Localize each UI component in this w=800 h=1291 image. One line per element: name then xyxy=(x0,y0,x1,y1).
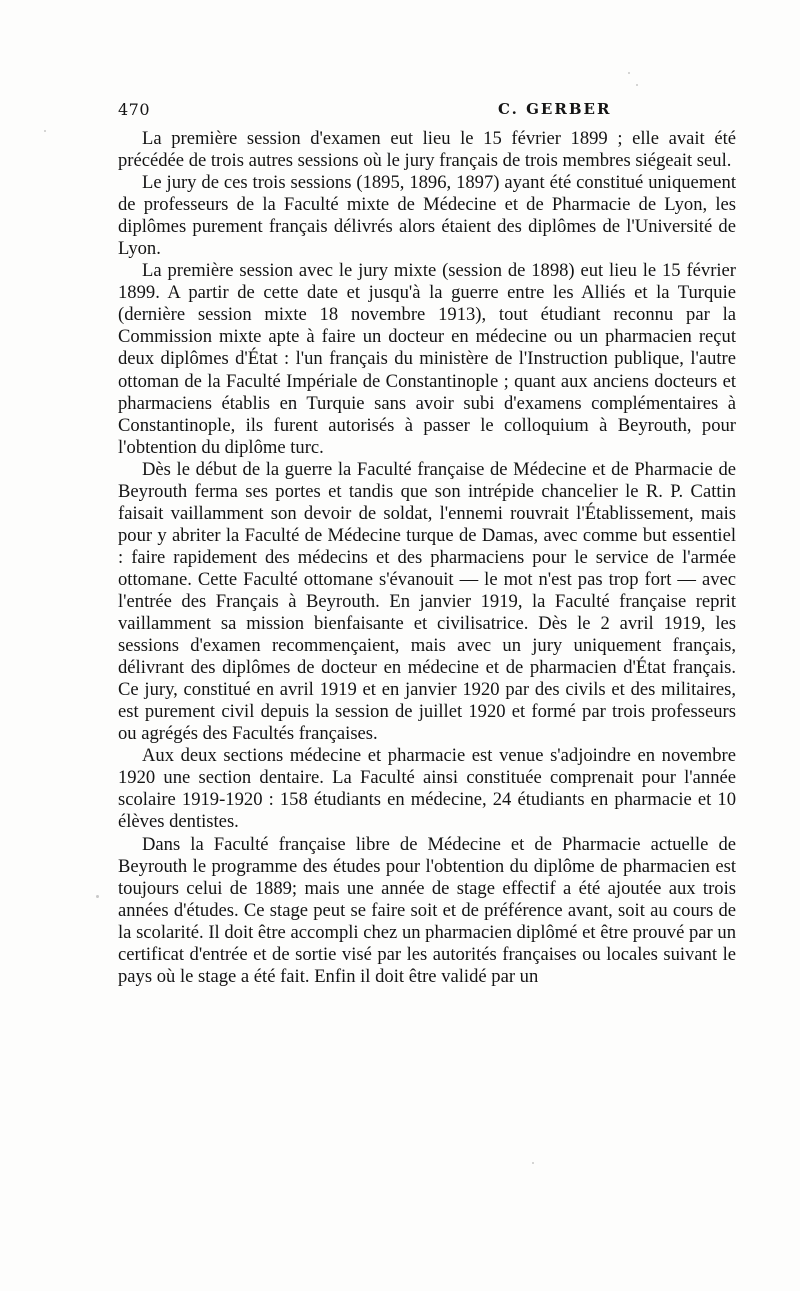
paragraph: Aux deux sections médecine et pharmacie est venue s'adjoindre en novembre 1920 une section dentaire. La Faculté ainsi constituée comprenait pour l'année scolaire 1919-1920 : 158 étudiants en médecine, 24 étudiants en pharmacie et 10 élèves dentistes. xyxy=(118,745,736,833)
scan-speck xyxy=(636,84,638,86)
paragraph: Dès le début de la guerre la Faculté française de Médecine et de Pharmacie de Beyrouth ferma ses portes et tandis que son intrépide chancelier le R. P. Cattin faisait vaillamment son devoir de soldat, l'ennemi rouvrait l'Établissement, mais pour y abriter la Faculté de Médecine turque de Damas, avec comme but essentiel : faire rapidement des médecins et des pharmaciens pour le service de l'armée ottomane. Cette Faculté ottomane s'évanouit — le mot n'est pas trop fort — avec l'entrée des Français à Beyrouth. En janvier 1919, la Faculté française reprit vaillamment sa mission bienfaisante et civilisatrice. Dès le 2 avril 1919, les sessions d'examen recommençaient, mais avec un jury uniquement français, délivrant des diplômes de docteur en médecine et de pharmacien d'État français. Ce jury, constitué en avril 1919 et en janvier 1920 par des civils et des militaires, est purement civil depuis la session de juillet 1920 et formé par trois professeurs ou agrégés des Facultés françaises. xyxy=(118,458,736,745)
scan-speck xyxy=(96,895,99,898)
scan-speck xyxy=(44,130,46,132)
scan-speck xyxy=(532,1162,534,1164)
scan-speck xyxy=(628,72,630,74)
paragraph: Le jury de ces trois sessions (1895, 1896, 1897) ayant été constitué uniquement de professeurs de la Faculté mixte de Médecine et de Pharmacie de Lyon, les diplômes purement français délivrés alors étaient des diplômes de l'Université de Lyon. xyxy=(118,172,736,260)
paragraph: Dans la Faculté française libre de Médecine et de Pharmacie actuelle de Beyrouth le programme des études pour l'obtention du diplôme de pharmacien est toujours celui de 1889; mais une année de stage effectif a été ajoutée aux trois années d'études. Ce stage peut se faire soit et de préférence avant, soit au cours de la scolarité. Il doit être accompli chez un pharmacien diplômé et être prouvé par un certificat d'entrée et de sortie visé par les autorités françaises ou locales suivant le pays où le stage a été fait. Enfin il doit être validé par un xyxy=(118,833,736,987)
running-head: C. GERBER xyxy=(498,100,612,118)
page-header xyxy=(118,100,738,122)
page-number: 470 xyxy=(118,100,151,119)
paragraph: La première session d'examen eut lieu le 15 février 1899 ; elle avait été précédée de trois autres sessions où le jury français de trois membres siégeait seul. xyxy=(118,128,736,172)
paragraph: La première session avec le jury mixte (session de 1898) eut lieu le 15 février 1899. A partir de cette date et jusqu'à la guerre entre les Alliés et la Turquie (dernière session mixte 18 novembre 1913), tout étudiant reconnu par la Commission mixte apte à faire un docteur en médecine ou un pharmacien reçut deux diplômes d'État : l'un français du ministère de l'Instruction publique, l'autre ottoman de la Faculté Impériale de Constantinople ; quant aux anciens docteurs et pharmaciens établis en Turquie sans avoir subi d'examens complémentaires à Constantinople, ils furent autorisés à passer le colloquium à Beyrouth, pour l'obtention du diplôme turc. xyxy=(118,260,736,458)
body-text xyxy=(118,128,736,988)
